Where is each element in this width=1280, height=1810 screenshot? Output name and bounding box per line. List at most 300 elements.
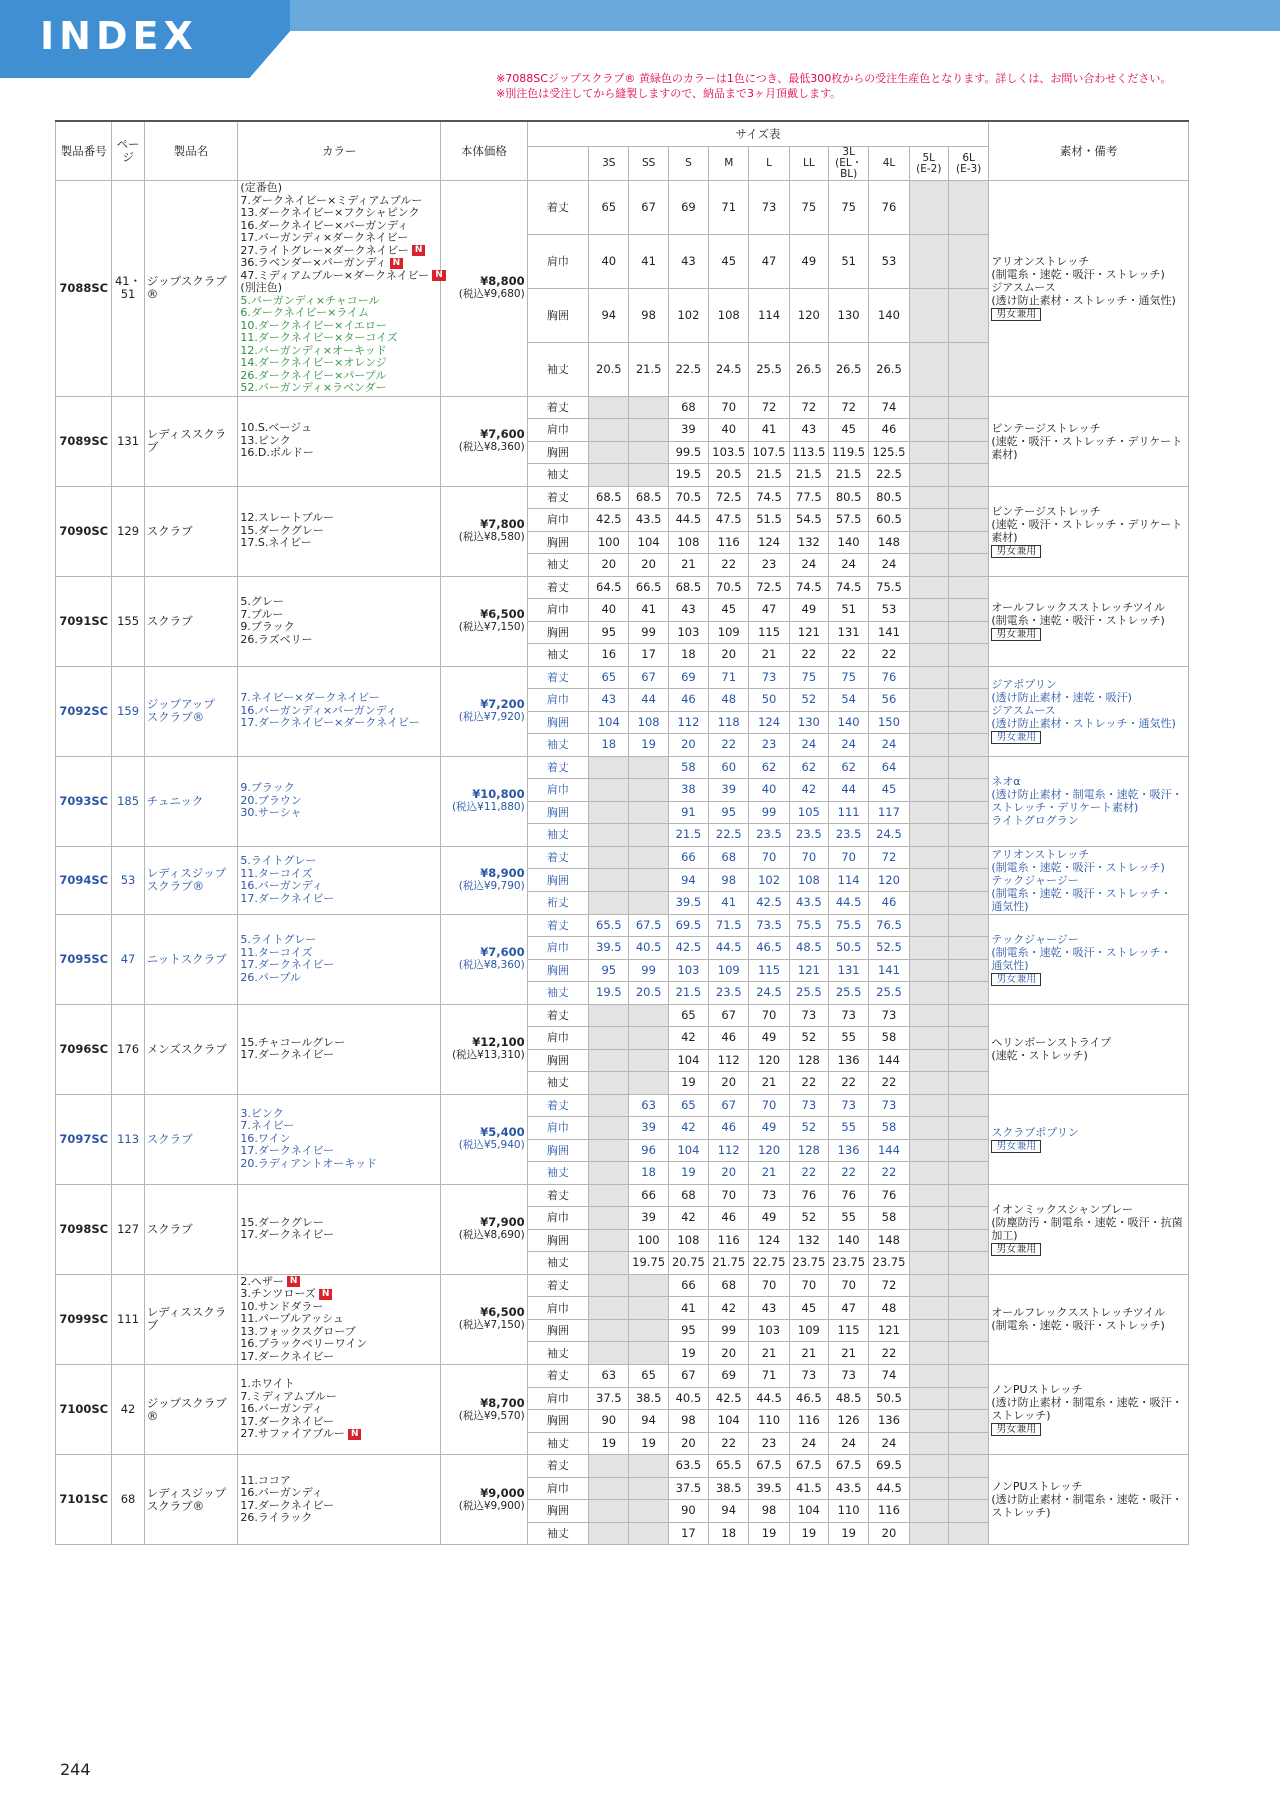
size-value bbox=[948, 1500, 988, 1523]
size-value: 69 bbox=[668, 666, 708, 689]
size-value bbox=[909, 621, 948, 644]
size-value bbox=[909, 1094, 948, 1117]
measure-type: 袖丈 bbox=[527, 1432, 588, 1455]
size-value: 94 bbox=[709, 1500, 749, 1523]
size-value bbox=[948, 937, 988, 960]
size-value bbox=[629, 1500, 668, 1523]
color-item bbox=[240, 893, 438, 906]
size-value bbox=[948, 734, 988, 757]
size-value: 116 bbox=[709, 531, 749, 554]
size-value: 24.5 bbox=[709, 342, 749, 396]
product-name: スクラブ bbox=[144, 486, 238, 576]
size-value: 20 bbox=[709, 1162, 749, 1185]
size-value: 140 bbox=[869, 288, 909, 342]
material-line: ストレッチ) bbox=[991, 1409, 1051, 1423]
size-value: 109 bbox=[789, 1319, 828, 1342]
size-value: 26.5 bbox=[829, 342, 869, 396]
size-value: 65.5 bbox=[589, 914, 629, 937]
size-value: 24 bbox=[829, 554, 869, 577]
size-value: 107.5 bbox=[749, 441, 789, 464]
product-number: 7091SC bbox=[56, 576, 112, 666]
color-label: 17.ダークネイビー bbox=[240, 1349, 335, 1363]
size-value bbox=[589, 1342, 629, 1365]
base-price: ¥12,100 bbox=[472, 1035, 525, 1050]
size-value: 117 bbox=[869, 801, 909, 824]
measure-type: 肩巾 bbox=[527, 1027, 588, 1050]
size-value: 73 bbox=[749, 1184, 789, 1207]
size-value: 40.5 bbox=[629, 937, 668, 960]
measure-type: 肩巾 bbox=[527, 234, 588, 288]
size-value: 21.5 bbox=[668, 824, 708, 847]
size-value: 103 bbox=[668, 959, 708, 982]
material-notes bbox=[989, 1094, 1189, 1184]
size-value bbox=[589, 824, 629, 847]
color-label: 26.ライラック bbox=[240, 1511, 313, 1525]
size-value bbox=[909, 1297, 948, 1320]
size-value bbox=[909, 869, 948, 892]
size-value: 43.5 bbox=[789, 891, 828, 914]
size-value: 104 bbox=[709, 1410, 749, 1433]
size-value bbox=[909, 1342, 948, 1365]
size-value bbox=[909, 1477, 948, 1500]
size-value bbox=[948, 342, 988, 396]
size-value: 99 bbox=[709, 1319, 749, 1342]
size-value: 26.5 bbox=[869, 342, 909, 396]
size-value: 75.5 bbox=[869, 576, 909, 599]
measure-type: 袖丈 bbox=[527, 1252, 588, 1275]
size-value: 39.5 bbox=[749, 1477, 789, 1500]
color-label: 16.バーガンディ×バーガンディ bbox=[240, 703, 397, 717]
measure-type: 袖丈 bbox=[527, 464, 588, 487]
size-value: 23.75 bbox=[829, 1252, 869, 1275]
price-cell bbox=[441, 846, 528, 914]
measure-type: 袖丈 bbox=[527, 1522, 588, 1545]
color-label: 7.ブルー bbox=[240, 607, 284, 621]
table-row bbox=[56, 1094, 1189, 1117]
size-value: 62 bbox=[749, 756, 789, 779]
size-value: 141 bbox=[869, 621, 909, 644]
size-value: 21 bbox=[749, 1342, 789, 1365]
color-label: 15.ダークグレー bbox=[240, 523, 324, 537]
size-value: 18 bbox=[589, 734, 629, 757]
color-list bbox=[238, 1184, 441, 1274]
size-value bbox=[629, 1004, 668, 1027]
size-value bbox=[909, 1207, 948, 1230]
size-value: 98 bbox=[629, 288, 668, 342]
size-value bbox=[948, 1365, 988, 1388]
size-value: 56 bbox=[869, 689, 909, 712]
size-value bbox=[948, 419, 988, 442]
material-line: (透け防止素材・制電糸・速乾・吸汗・ bbox=[991, 1493, 1183, 1507]
size-value: 22 bbox=[829, 1072, 869, 1095]
size-value: 19 bbox=[668, 1342, 708, 1365]
size-value: 22 bbox=[709, 554, 749, 577]
size-value: 18 bbox=[709, 1522, 749, 1545]
size-value: 73.5 bbox=[749, 914, 789, 937]
size-value: 128 bbox=[789, 1049, 828, 1072]
size-value bbox=[948, 1432, 988, 1455]
size-value: 70 bbox=[709, 1184, 749, 1207]
material-line: (透け防止素材・ストレッチ・通気性) bbox=[991, 717, 1176, 730]
size-value: 140 bbox=[829, 531, 869, 554]
size-value: 42.5 bbox=[668, 937, 708, 960]
product-name: レディススクラブ bbox=[144, 396, 238, 486]
size-value: 19.5 bbox=[668, 464, 708, 487]
size-value: 52 bbox=[789, 1207, 828, 1230]
size-header-9: 6L (E-3) bbox=[948, 147, 988, 181]
size-value bbox=[909, 779, 948, 802]
color-label: 16.ブラックベリーワイン bbox=[240, 1337, 368, 1351]
unisex-badge: 男女兼用 bbox=[991, 973, 1041, 986]
size-value: 73 bbox=[749, 181, 789, 235]
color-label: 26.ダークネイビー×パープル bbox=[240, 368, 387, 382]
measure-type: 肩巾 bbox=[527, 937, 588, 960]
size-value bbox=[629, 464, 668, 487]
size-header-2: S bbox=[668, 147, 708, 181]
size-value bbox=[948, 1410, 988, 1433]
color-label: 9.ブラック bbox=[240, 620, 295, 633]
size-value: 22.75 bbox=[749, 1252, 789, 1275]
color-label: 30.サーシャ bbox=[240, 806, 302, 820]
size-value bbox=[909, 576, 948, 599]
size-value: 45 bbox=[789, 1297, 828, 1320]
size-value bbox=[909, 644, 948, 667]
size-value: 94 bbox=[629, 1410, 668, 1433]
size-value: 120 bbox=[749, 1139, 789, 1162]
size-value: 111 bbox=[829, 801, 869, 824]
size-value bbox=[629, 869, 668, 892]
size-value: 68 bbox=[709, 846, 749, 869]
tax-price: (税込¥8,360) bbox=[458, 959, 525, 972]
size-value: 73 bbox=[789, 1365, 828, 1388]
measure-type: 肩巾 bbox=[527, 1387, 588, 1410]
size-value: 104 bbox=[629, 531, 668, 554]
page-ref: 159 bbox=[112, 666, 144, 756]
measure-type: 胸囲 bbox=[527, 711, 588, 734]
size-header-7: 4L bbox=[869, 147, 909, 181]
size-value bbox=[589, 1455, 629, 1478]
color-item bbox=[240, 1351, 438, 1364]
size-value: 42.5 bbox=[589, 509, 629, 532]
size-value bbox=[909, 982, 948, 1005]
size-value bbox=[629, 891, 668, 914]
table-row bbox=[56, 1184, 1189, 1207]
size-value bbox=[629, 1319, 668, 1342]
size-value: 24 bbox=[789, 554, 828, 577]
size-header-6: 3L (EL・BL) bbox=[829, 147, 869, 181]
material-notes bbox=[989, 756, 1189, 846]
size-value: 19 bbox=[668, 1072, 708, 1095]
page-ref: 129 bbox=[112, 486, 144, 576]
unisex-badge: 男女兼用 bbox=[991, 308, 1041, 321]
color-label: 5.グレー bbox=[240, 595, 284, 608]
size-value bbox=[948, 1274, 988, 1297]
size-value bbox=[948, 1184, 988, 1207]
size-value: 51.5 bbox=[749, 509, 789, 532]
size-value: 90 bbox=[668, 1500, 708, 1523]
table-row bbox=[56, 486, 1189, 509]
size-value: 95 bbox=[589, 621, 629, 644]
measure-type: 胸囲 bbox=[527, 621, 588, 644]
size-value: 67 bbox=[629, 666, 668, 689]
size-value: 49 bbox=[789, 599, 828, 622]
size-header-0: 3S bbox=[589, 147, 629, 181]
base-price: ¥7,600 bbox=[480, 427, 525, 441]
size-value: 19.75 bbox=[629, 1252, 668, 1275]
color-item bbox=[240, 1158, 438, 1171]
size-value bbox=[948, 1094, 988, 1117]
base-price: ¥7,800 bbox=[480, 517, 525, 531]
size-value: 44.5 bbox=[668, 509, 708, 532]
size-value: 41 bbox=[709, 891, 749, 914]
size-value: 21 bbox=[749, 1072, 789, 1095]
color-list bbox=[238, 576, 441, 666]
size-value: 120 bbox=[789, 288, 828, 342]
size-value: 49 bbox=[749, 1117, 789, 1140]
size-value bbox=[948, 891, 988, 914]
measure-type: 肩巾 bbox=[527, 419, 588, 442]
size-value bbox=[629, 1522, 668, 1545]
size-value: 99.5 bbox=[668, 441, 708, 464]
size-value: 43 bbox=[589, 689, 629, 712]
size-value: 19.5 bbox=[589, 982, 629, 1005]
color-label: 17.ダークネイビー bbox=[240, 1414, 335, 1428]
new-badge: N bbox=[287, 1276, 301, 1287]
page-ref: 68 bbox=[112, 1455, 144, 1545]
size-value: 130 bbox=[829, 288, 869, 342]
page-title: INDEX bbox=[40, 14, 198, 58]
material-line: (透け防止素材・制電糸・速乾・吸汗・ bbox=[991, 1396, 1183, 1410]
measure-type: 着丈 bbox=[527, 846, 588, 869]
col-header-product-no: 製品番号 bbox=[56, 121, 112, 181]
size-value bbox=[948, 486, 988, 509]
size-value: 24 bbox=[789, 1432, 828, 1455]
size-value bbox=[909, 419, 948, 442]
size-value: 108 bbox=[629, 711, 668, 734]
material-line: (透け防止素材・速乾・吸汗) bbox=[991, 691, 1132, 704]
table-row bbox=[56, 396, 1189, 419]
measure-type: 着丈 bbox=[527, 1365, 588, 1388]
size-value: 99 bbox=[629, 621, 668, 644]
size-value: 109 bbox=[709, 621, 749, 644]
price-cell bbox=[441, 181, 528, 397]
size-value bbox=[948, 756, 988, 779]
size-value: 70 bbox=[749, 846, 789, 869]
size-value: 68.5 bbox=[668, 576, 708, 599]
size-value bbox=[948, 599, 988, 622]
table-row bbox=[56, 846, 1189, 869]
size-value: 58 bbox=[869, 1117, 909, 1140]
material-line: アリオンストレッチ bbox=[991, 255, 1090, 269]
size-value: 20 bbox=[668, 734, 708, 757]
size-value: 50.5 bbox=[829, 937, 869, 960]
size-value: 75 bbox=[829, 181, 869, 235]
color-label: 5.ライトグレー bbox=[240, 933, 317, 947]
size-value: 102 bbox=[749, 869, 789, 892]
size-value: 63.5 bbox=[668, 1455, 708, 1478]
size-value: 69.5 bbox=[668, 914, 708, 937]
size-value: 62 bbox=[829, 756, 869, 779]
price-cell bbox=[441, 1274, 528, 1365]
color-label: 13.フォックスグローブ bbox=[240, 1324, 356, 1338]
size-value: 90 bbox=[589, 1410, 629, 1433]
size-value: 109 bbox=[709, 959, 749, 982]
size-value bbox=[629, 396, 668, 419]
size-value: 25.5 bbox=[749, 342, 789, 396]
size-value bbox=[909, 959, 948, 982]
color-list bbox=[238, 756, 441, 846]
price-cell bbox=[441, 666, 528, 756]
size-value: 67 bbox=[629, 181, 668, 235]
size-value: 40 bbox=[709, 419, 749, 442]
size-value: 103 bbox=[749, 1319, 789, 1342]
size-value: 108 bbox=[789, 869, 828, 892]
material-line: (速乾・ストレッチ) bbox=[991, 1049, 1088, 1063]
size-value bbox=[948, 689, 988, 712]
size-value: 115 bbox=[749, 621, 789, 644]
size-value: 20.5 bbox=[709, 464, 749, 487]
size-value: 115 bbox=[749, 959, 789, 982]
size-value: 20 bbox=[709, 1072, 749, 1095]
measure-type: 肩巾 bbox=[527, 1207, 588, 1230]
size-value: 94 bbox=[668, 869, 708, 892]
size-value bbox=[589, 1162, 629, 1185]
material-line: ヘリンボーンストライプ bbox=[991, 1036, 1112, 1050]
size-value bbox=[629, 1477, 668, 1500]
measure-type: 着丈 bbox=[527, 1094, 588, 1117]
size-value bbox=[909, 689, 948, 712]
measure-type: 裄丈 bbox=[527, 891, 588, 914]
table-row bbox=[56, 1274, 1189, 1297]
size-value: 19 bbox=[829, 1522, 869, 1545]
size-value: 46 bbox=[709, 1207, 749, 1230]
page-number: 244 bbox=[60, 1760, 91, 1779]
size-value: 63 bbox=[629, 1094, 668, 1117]
size-value bbox=[948, 644, 988, 667]
size-value: 22 bbox=[869, 1162, 909, 1185]
color-label: 7.ネイビー bbox=[240, 1119, 295, 1133]
size-value: 44.5 bbox=[709, 937, 749, 960]
size-value: 64 bbox=[869, 756, 909, 779]
size-value: 21 bbox=[668, 554, 708, 577]
size-value: 68 bbox=[709, 1274, 749, 1297]
tax-price: (税込¥8,360) bbox=[458, 441, 525, 453]
col-header-size-table: サイズ表 bbox=[527, 121, 989, 147]
material-line: (制電糸・速乾・吸汗・ストレッチ) bbox=[991, 1319, 1165, 1333]
size-value bbox=[909, 1274, 948, 1297]
size-value: 150 bbox=[869, 711, 909, 734]
measure-type: 袖丈 bbox=[527, 982, 588, 1005]
material-notes bbox=[989, 846, 1189, 914]
size-value: 41 bbox=[749, 419, 789, 442]
color-label: 13.ピンク bbox=[240, 433, 291, 447]
size-value: 24.5 bbox=[869, 824, 909, 847]
size-value bbox=[909, 181, 948, 235]
size-value: 58 bbox=[668, 756, 708, 779]
size-value: 42 bbox=[668, 1117, 708, 1140]
size-value: 48 bbox=[869, 1297, 909, 1320]
size-value bbox=[909, 1432, 948, 1455]
size-value: 22.5 bbox=[869, 464, 909, 487]
tax-price: (税込¥7,150) bbox=[458, 1319, 525, 1332]
size-value: 71 bbox=[709, 666, 749, 689]
size-value: 76 bbox=[829, 1184, 869, 1207]
size-value: 50 bbox=[749, 689, 789, 712]
size-value: 141 bbox=[869, 959, 909, 982]
measure-type: 着丈 bbox=[527, 396, 588, 419]
color-list bbox=[238, 1094, 441, 1184]
size-value: 124 bbox=[749, 1229, 789, 1252]
size-value: 75 bbox=[829, 666, 869, 689]
color-label: 2.ヘザー bbox=[240, 1274, 284, 1288]
size-value: 44 bbox=[829, 779, 869, 802]
size-value: 46 bbox=[869, 419, 909, 442]
page-ref: 131 bbox=[112, 396, 144, 486]
product-number: 7088SC bbox=[56, 181, 112, 397]
size-value bbox=[909, 824, 948, 847]
size-value bbox=[909, 666, 948, 689]
product-name: レディススクラブ bbox=[144, 1274, 238, 1365]
size-value: 46.5 bbox=[789, 1387, 828, 1410]
material-line: スクラブポプリン bbox=[991, 1125, 1079, 1139]
size-value: 118 bbox=[709, 711, 749, 734]
size-value: 25.5 bbox=[869, 982, 909, 1005]
size-value: 57.5 bbox=[829, 509, 869, 532]
table-row bbox=[56, 181, 1189, 235]
size-value: 23.75 bbox=[869, 1252, 909, 1275]
size-value: 44.5 bbox=[829, 891, 869, 914]
size-value: 108 bbox=[668, 1229, 708, 1252]
size-value: 72 bbox=[749, 396, 789, 419]
tax-price: (税込¥9,900) bbox=[458, 1499, 525, 1512]
product-number: 7093SC bbox=[56, 756, 112, 846]
size-value bbox=[589, 846, 629, 869]
size-value: 132 bbox=[789, 1229, 828, 1252]
size-value: 120 bbox=[869, 869, 909, 892]
size-value: 38.5 bbox=[629, 1387, 668, 1410]
color-label: 10.サンドダラー bbox=[240, 1299, 324, 1313]
size-value: 17 bbox=[629, 644, 668, 667]
size-value: 148 bbox=[869, 531, 909, 554]
size-value bbox=[589, 441, 629, 464]
size-value: 76 bbox=[789, 1184, 828, 1207]
size-value: 116 bbox=[869, 1500, 909, 1523]
new-badge: N bbox=[348, 1429, 362, 1440]
size-value: 22 bbox=[829, 644, 869, 667]
size-value: 70 bbox=[749, 1094, 789, 1117]
size-value bbox=[948, 824, 988, 847]
size-value: 47 bbox=[749, 599, 789, 622]
size-value bbox=[909, 1117, 948, 1140]
color-label: 17.ダークネイビー bbox=[240, 1048, 335, 1062]
size-value bbox=[948, 1387, 988, 1410]
size-value: 43 bbox=[668, 234, 708, 288]
size-value: 45 bbox=[829, 419, 869, 442]
size-value: 73 bbox=[869, 1004, 909, 1027]
size-value bbox=[948, 234, 988, 288]
size-value: 24 bbox=[829, 734, 869, 757]
price-cell bbox=[441, 1094, 528, 1184]
measure-type: 袖丈 bbox=[527, 734, 588, 757]
size-value: 39.5 bbox=[668, 891, 708, 914]
size-value: 116 bbox=[789, 1410, 828, 1433]
color-list bbox=[238, 181, 441, 397]
size-value bbox=[909, 1072, 948, 1095]
size-value: 74 bbox=[869, 396, 909, 419]
color-label: 12.スレートブルー bbox=[240, 511, 335, 525]
size-value: 71.5 bbox=[709, 914, 749, 937]
size-value bbox=[948, 1139, 988, 1162]
